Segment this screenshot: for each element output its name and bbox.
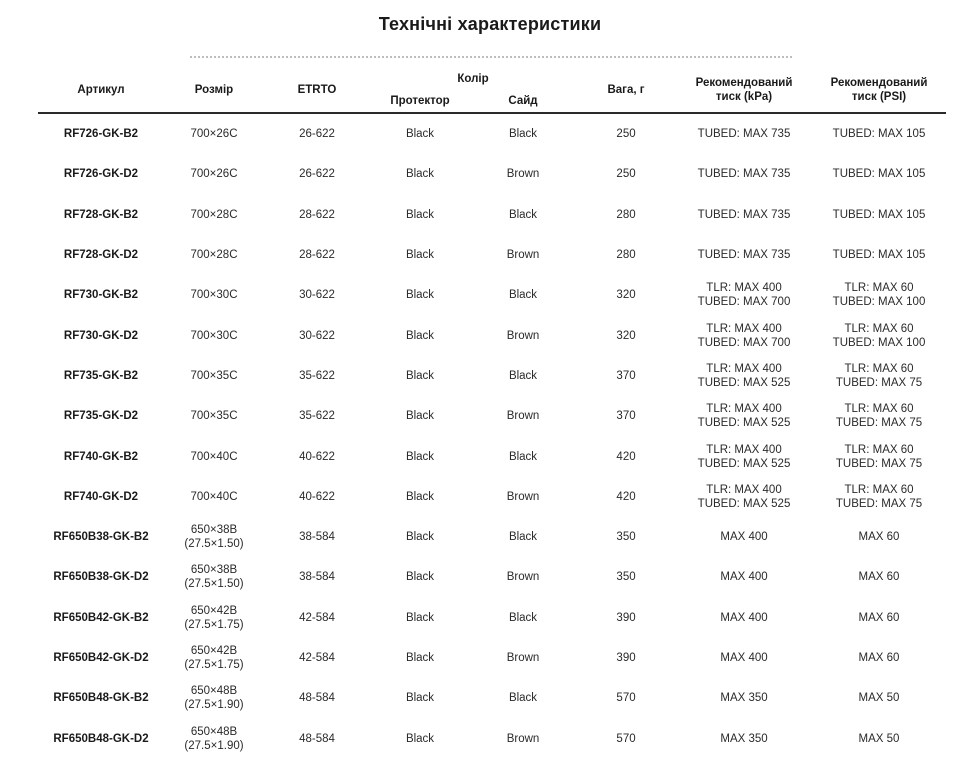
cell-pressure-psi-line: MAX 60 — [858, 652, 900, 664]
cell-weight: 250 — [616, 128, 636, 141]
cell-side-color: Black — [508, 289, 538, 302]
cell-size — [164, 396, 264, 436]
cell-size-line: (27.5×1.50) — [184, 538, 244, 551]
table-row — [38, 517, 946, 557]
cell-article: RF650B48-GK-B2 — [53, 692, 149, 705]
cell-etrto: 35-622 — [299, 369, 335, 382]
cell-side-color: Brown — [506, 249, 540, 262]
cell-etrto: 48-584 — [299, 692, 335, 705]
cell-pressure-kpa-line: MAX 400 — [720, 652, 768, 664]
cell-size-line: 700×35C — [190, 369, 238, 382]
table-row — [38, 598, 946, 638]
cell-pressure-kpa — [676, 396, 812, 436]
cell-pressure-psi — [812, 436, 946, 476]
cell-article: RF730-GK-D2 — [63, 329, 139, 342]
cell-pressure-kpa-line: TUBED: MAX 525 — [697, 497, 791, 510]
cell-pressure-kpa-line: MAX 400 — [720, 571, 768, 584]
cell-tread-color: Black — [405, 571, 435, 584]
cell-tread-color: Black — [405, 128, 435, 141]
cell-size-line: (27.5×1.75) — [184, 659, 244, 671]
cell-pressure-psi-line: MAX 60 — [858, 531, 900, 544]
cell-size — [164, 678, 264, 718]
cell-size — [164, 356, 264, 396]
table-row — [38, 195, 946, 235]
cell-pressure-psi-line: MAX 60 — [858, 611, 900, 624]
cell-tread-color: Black — [405, 692, 435, 705]
cell-pressure-psi — [812, 477, 946, 517]
cell-size-line: 700×40C — [190, 490, 238, 503]
cell-size-line: 700×30C — [190, 289, 238, 302]
table-row — [38, 275, 946, 315]
cell-pressure-psi-line: TLR: MAX 60 — [844, 483, 914, 496]
cell-pressure-psi — [812, 678, 946, 718]
cell-pressure-kpa-line: TUBED: MAX 525 — [697, 376, 791, 389]
cell-pressure-psi — [812, 356, 946, 396]
cell-article: RF650B38-GK-D2 — [53, 571, 149, 584]
cell-article: RF740-GK-D2 — [63, 490, 139, 503]
page-title: Технічні характеристики — [378, 14, 602, 34]
cell-pressure-psi — [812, 195, 946, 235]
cell-side-color: Brown — [506, 410, 540, 423]
cell-article: RF740-GK-B2 — [63, 450, 139, 463]
cell-tread-color: Black — [405, 410, 435, 423]
cell-size-line: (27.5×1.90) — [184, 699, 244, 712]
cell-article: RF650B42-GK-D2 — [53, 652, 149, 664]
cell-tread-color: Black — [405, 450, 435, 463]
cell-pressure-kpa-line: MAX 350 — [720, 732, 768, 745]
cell-weight: 570 — [616, 732, 636, 745]
cell-pressure-kpa-line: TUBED: MAX 735 — [697, 249, 791, 262]
cell-pressure-psi-line: TUBED: MAX 105 — [832, 208, 926, 221]
cell-tread-color: Black — [405, 490, 435, 503]
cell-size — [164, 638, 264, 678]
cell-size-line: 700×28C — [190, 249, 238, 262]
cell-size-line: 700×28C — [190, 208, 238, 221]
cell-side-color: Black — [508, 208, 538, 221]
cell-pressure-kpa-line: TUBED: MAX 700 — [697, 296, 791, 309]
cell-side-color: Brown — [506, 490, 540, 503]
cell-size — [164, 315, 264, 355]
cell-pressure-kpa — [676, 275, 812, 315]
cell-pressure-kpa — [676, 477, 812, 517]
cell-pressure-psi-line: TUBED: MAX 105 — [832, 249, 926, 262]
cell-size-line: (27.5×1.75) — [184, 618, 244, 631]
cell-etrto: 48-584 — [299, 732, 335, 745]
cell-pressure-psi — [812, 235, 946, 275]
cell-tread-color: Black — [405, 168, 435, 181]
cell-pressure-psi-line: TUBED: MAX 75 — [835, 457, 923, 470]
cell-pressure-kpa-line: TUBED: MAX 525 — [697, 457, 791, 470]
cell-pressure-psi — [812, 315, 946, 355]
cell-side-color: Brown — [506, 571, 540, 584]
table-row — [38, 678, 946, 718]
cell-size-line: (27.5×1.90) — [184, 739, 244, 752]
table-row — [38, 396, 946, 436]
cell-pressure-psi — [812, 638, 946, 678]
cell-weight: 420 — [616, 450, 636, 463]
cell-size — [164, 195, 264, 235]
cell-pressure-psi — [812, 113, 946, 154]
cell-pressure-psi-line: MAX 50 — [858, 732, 900, 745]
cell-side-color: Black — [508, 369, 538, 382]
cell-pressure-kpa — [676, 113, 812, 154]
cell-pressure-psi — [812, 718, 946, 758]
cell-tread-color: Black — [405, 208, 435, 221]
cell-pressure-kpa — [676, 557, 812, 597]
cell-etrto: 30-622 — [299, 289, 335, 302]
cell-article: RF726-GK-D2 — [63, 168, 139, 181]
cell-size-line: 650×42B — [190, 645, 238, 657]
cell-pressure-kpa-line: TLR: MAX 400 — [706, 443, 782, 456]
cell-size — [164, 517, 264, 557]
cell-weight: 370 — [616, 369, 636, 382]
cell-size — [164, 598, 264, 638]
header-pressure-kpa-line2: тиск (kPa) — [715, 91, 773, 103]
cell-etrto: 26-622 — [299, 128, 335, 141]
cell-side-color: Black — [508, 692, 538, 705]
cell-pressure-psi-line: TUBED: MAX 105 — [832, 128, 926, 141]
cell-pressure-psi-line: TUBED: MAX 75 — [835, 497, 923, 510]
cell-pressure-psi — [812, 517, 946, 557]
cell-etrto: 38-584 — [299, 531, 335, 544]
cell-etrto: 26-622 — [299, 168, 335, 181]
cell-weight: 570 — [616, 692, 636, 705]
cell-pressure-kpa — [676, 678, 812, 718]
cell-etrto: 35-622 — [299, 410, 335, 423]
header-row — [38, 68, 946, 90]
cell-etrto: 38-584 — [299, 571, 335, 584]
table-row — [38, 113, 946, 154]
cell-article: RF730-GK-B2 — [63, 289, 139, 302]
table-row — [38, 315, 946, 355]
cell-weight: 390 — [616, 652, 636, 664]
cell-pressure-psi-line: TLR: MAX 60 — [844, 443, 914, 456]
cell-pressure-psi-line: TUBED: MAX 75 — [835, 376, 923, 389]
cell-weight: 350 — [616, 571, 636, 584]
cell-article: RF735-GK-D2 — [63, 410, 139, 423]
header-pressure-kpa-line1: Рекомендований — [695, 77, 793, 89]
cell-article: RF728-GK-D2 — [63, 249, 139, 262]
cell-size-line: 700×35C — [190, 410, 238, 423]
cell-pressure-kpa — [676, 517, 812, 557]
cell-tread-color: Black — [405, 652, 435, 664]
cell-size-line: 700×30C — [190, 329, 238, 342]
cell-pressure-psi-line: TLR: MAX 60 — [844, 362, 914, 375]
cell-size-line: 650×38B — [190, 564, 238, 577]
cell-size — [164, 275, 264, 315]
cell-pressure-kpa — [676, 315, 812, 355]
cell-pressure-kpa-line: MAX 350 — [720, 692, 768, 705]
cell-side-color: Brown — [506, 329, 540, 342]
cell-size-line: 700×26C — [190, 128, 238, 141]
cell-pressure-kpa-line: TLR: MAX 400 — [706, 362, 782, 375]
cell-etrto: 28-622 — [299, 249, 335, 262]
cell-pressure-psi-line: TLR: MAX 60 — [844, 403, 914, 416]
cell-article: RF735-GK-B2 — [63, 369, 139, 382]
cell-article: RF650B42-GK-B2 — [53, 611, 149, 624]
cell-etrto: 30-622 — [299, 329, 335, 342]
header-tread: Протектор — [390, 95, 450, 107]
cell-size-line: 700×26C — [190, 168, 238, 181]
cell-size-line: 700×40C — [190, 450, 238, 463]
cell-size — [164, 718, 264, 758]
cell-pressure-kpa-line: TUBED: MAX 735 — [697, 168, 791, 181]
cell-tread-color: Black — [405, 611, 435, 624]
cell-article: RF726-GK-B2 — [63, 128, 139, 141]
cell-tread-color: Black — [405, 289, 435, 302]
cell-pressure-kpa-line: TUBED: MAX 735 — [697, 208, 791, 221]
cell-pressure-psi-line: TLR: MAX 60 — [844, 282, 914, 295]
cell-side-color: Brown — [506, 732, 540, 745]
header-size: Розмір — [194, 84, 234, 96]
cell-side-color: Black — [508, 128, 538, 141]
cell-weight: 320 — [616, 329, 636, 342]
cell-pressure-psi — [812, 598, 946, 638]
cell-tread-color: Black — [405, 732, 435, 745]
header-weight: Вага, г — [607, 84, 645, 96]
cell-pressure-kpa — [676, 598, 812, 638]
cell-size-line: 650×42B — [190, 604, 238, 617]
table-row — [38, 638, 946, 678]
cell-weight: 320 — [616, 289, 636, 302]
header-color: Колір — [457, 73, 489, 85]
cell-pressure-kpa-line: TLR: MAX 400 — [706, 322, 782, 335]
header-pressure-psi-line2: тиск (PSI) — [851, 91, 907, 103]
cell-size — [164, 154, 264, 194]
cell-tread-color: Black — [405, 249, 435, 262]
table-row — [38, 718, 946, 758]
cell-article: RF728-GK-B2 — [63, 208, 139, 221]
cell-size — [164, 235, 264, 275]
cell-pressure-kpa-line: TLR: MAX 400 — [706, 403, 782, 416]
table-row — [38, 477, 946, 517]
cell-pressure-psi — [812, 557, 946, 597]
cell-size — [164, 557, 264, 597]
cell-pressure-psi-line: MAX 60 — [858, 571, 900, 584]
cell-pressure-psi — [812, 154, 946, 194]
cell-size-line: 650×38B — [190, 524, 238, 537]
cell-pressure-psi-line: MAX 50 — [858, 692, 900, 705]
table-row — [38, 557, 946, 597]
cell-weight: 420 — [616, 490, 636, 503]
cell-size-line: 650×48B — [190, 685, 238, 698]
header-side: Сайд — [508, 95, 538, 107]
cell-etrto: 42-584 — [299, 652, 335, 664]
cell-pressure-psi-line: TUBED: MAX 105 — [832, 168, 926, 181]
cell-pressure-kpa-line: TLR: MAX 400 — [706, 282, 782, 295]
cell-pressure-kpa-line: TUBED: MAX 735 — [697, 128, 791, 141]
cell-etrto: 42-584 — [299, 611, 335, 624]
cell-pressure-kpa-line: MAX 400 — [720, 611, 768, 624]
cell-pressure-psi-line: TUBED: MAX 100 — [832, 336, 926, 349]
table-row — [38, 356, 946, 396]
table-body — [38, 113, 946, 759]
cell-pressure-kpa — [676, 195, 812, 235]
cell-pressure-kpa — [676, 235, 812, 275]
cell-size-line: 650×48B — [190, 725, 238, 738]
header-etrto: ETRTO — [297, 84, 337, 96]
cell-pressure-kpa-line: TUBED: MAX 700 — [697, 336, 791, 349]
cell-pressure-psi-line: TUBED: MAX 100 — [832, 296, 926, 309]
cell-weight: 390 — [616, 611, 636, 624]
dotted-divider — [190, 56, 792, 58]
cell-weight: 350 — [616, 531, 636, 544]
cell-side-color: Black — [508, 611, 538, 624]
cell-pressure-psi — [812, 275, 946, 315]
cell-etrto: 28-622 — [299, 208, 335, 221]
cell-etrto: 40-622 — [299, 450, 335, 463]
table-row — [38, 436, 946, 476]
cell-weight: 280 — [616, 249, 636, 262]
cell-pressure-kpa-line: TLR: MAX 400 — [706, 483, 782, 496]
spec-table — [38, 68, 946, 759]
header-pressure-psi-line1: Рекомендований — [830, 77, 928, 89]
cell-article: RF650B38-GK-B2 — [53, 531, 149, 544]
cell-size-line: (27.5×1.50) — [184, 578, 244, 591]
cell-tread-color: Black — [405, 329, 435, 342]
cell-weight: 250 — [616, 168, 636, 181]
cell-side-color: Brown — [506, 652, 540, 664]
cell-weight: 370 — [616, 410, 636, 423]
cell-tread-color: Black — [405, 531, 435, 544]
cell-pressure-psi — [812, 396, 946, 436]
table-row — [38, 154, 946, 194]
cell-etrto: 40-622 — [299, 490, 335, 503]
cell-size — [164, 113, 264, 154]
header-pressure-kpa — [676, 68, 812, 113]
cell-weight: 280 — [616, 208, 636, 221]
cell-pressure-kpa — [676, 638, 812, 678]
cell-side-color: Black — [508, 531, 538, 544]
header-pressure-psi — [812, 68, 946, 113]
cell-tread-color: Black — [405, 369, 435, 382]
cell-size — [164, 436, 264, 476]
table-row — [38, 235, 946, 275]
header-article: Артикул — [77, 84, 125, 96]
cell-pressure-kpa — [676, 718, 812, 758]
cell-pressure-kpa-line: TUBED: MAX 525 — [697, 417, 791, 430]
cell-size — [164, 477, 264, 517]
cell-pressure-kpa — [676, 436, 812, 476]
cell-pressure-kpa — [676, 356, 812, 396]
cell-pressure-psi-line: TUBED: MAX 75 — [835, 417, 923, 430]
cell-pressure-psi-line: TLR: MAX 60 — [844, 322, 914, 335]
cell-pressure-kpa-line: MAX 400 — [720, 531, 768, 544]
cell-article: RF650B48-GK-D2 — [53, 732, 149, 745]
cell-pressure-kpa — [676, 154, 812, 194]
cell-side-color: Black — [508, 450, 538, 463]
cell-side-color: Brown — [506, 168, 540, 181]
